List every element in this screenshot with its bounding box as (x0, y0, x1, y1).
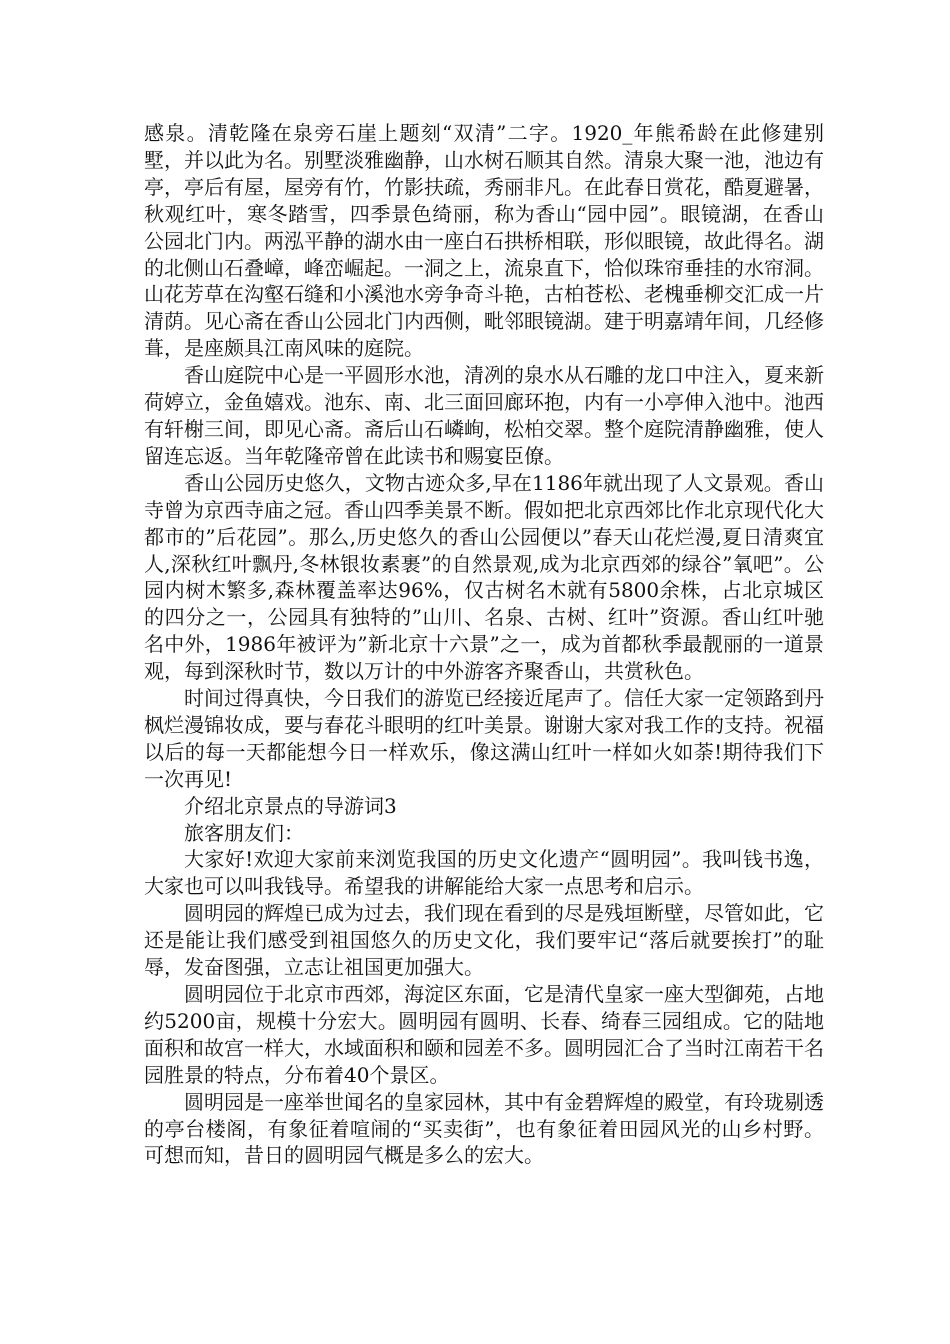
document-body (144, 120, 824, 1169)
paragraph-royal-garden: 圆明园是一座举世闻名的皇家园林，其中有金碧辉煌的殿堂，有玲珑剔透的亭台楼阁，有象征着喧闹的“买卖街”，也有象征着田园风光的山乡村野。可想而知，昔日的圆明园气概是多么的宏大。 (144, 1089, 824, 1168)
paragraph-ruins: 圆明园的辉煌已成为过去，我们现在看到的尽是残垣断壁，尽管如此，它还是能让我们感受到祖国悠久的历史文化，我们要牢记“落后就要挨打”的耻辱，发奋图强，立志让祖国更加强大。 (144, 901, 824, 980)
paragraph-shuangqing-villa: 感泉。清乾隆在泉旁石崖上题刻“双清”二字。1920_年熊希龄在此修建别墅，并以此为名。别墅淡雅幽静，山水树石顺其自然。清泉大聚一池，池边有亭，亭后有屋，屋旁有竹，竹影扶疏，秀丽非凡。在此春日赏花，酷夏避暑，秋观红叶，寒冬踏雪，四季景色绮丽，称为香山“园中园”。眼镜湖，在香山公园北门内。两泓平静的湖水由一座白石拱桥相联，形似眼镜，故此得名。湖的北侧山石叠嶂，峰峦崛起。一洞之上，流泉直下，恰似珠帘垂挂的水帘洞。山花芳草在沟壑石缝和小溪池水旁争奇斗艳，古柏苍松、老槐垂柳交汇成一片清荫。见心斋在香山公园北门内西侧，毗邻眼镜湖。建于明嘉靖年间，几经修葺，是座颇具江南风味的庭院。 (144, 121, 824, 361)
paragraph-xiangshan-history: 香山公园历史悠久，文物古迹众多,早在1186年就出现了人文景观。香山寺曾为京西寺庙之冠。香山四季美景不断。假如把北京西郊比作北京现代化大都市的”后花园”。那么,历史悠久的香山公园便以”春天山花烂漫,夏日清爽宜人,深秋红叶飘丹,冬林银妆素裹”的自然景观,成为北京西郊的绿谷”氧吧”。公园内树木繁多,森林覆盖率达96%，仅古树名木就有5800余株，占北京城区的四分之一，公园具有独特的”山川、名泉、古树、红叶”资源。香山红叶驰名中外，1986年被评为”新北京十六景”之一，成为首都秋季最靓丽的一道景观，每到深秋时节，数以万计的中外游客齐聚香山，共赏秋色。 (144, 470, 824, 684)
paragraph-welcome: 大家好!欢迎大家前来浏览我国的历史文化遗产“圆明园”。我叫钱书逸，大家也可以叫我钱导。希望我的讲解能给大家一点思考和启示。 (144, 847, 824, 899)
paragraph-courtyard: 香山庭院中心是一平圆形水池，清冽的泉水从石雕的龙口中注入，夏来新荷婷立，金鱼嬉戏。池东、南、北三面回廊环抱，内有一小亭伸入池中。池西有轩榭三间，即见心斋。斋后山石嶙峋，松柏交翠。整个庭院清静幽雅，使人留连忘返。当年乾隆帝曾在此读书和赐宴臣僚。 (144, 363, 824, 468)
section-heading: 介绍北京景点的导游词3 (184, 793, 397, 818)
paragraph-farewell: 时间过得真快，今日我们的游览已经接近尾声了。信任大家一定领路到丹枫烂漫锦妆成，要与春花斗眼明的红叶美景。谢谢大家对我工作的支持。祝福以后的每一天都能想今日一样欢乐，像这满山红叶一样如火如荼!期待我们下一次再见! (144, 686, 824, 791)
paragraph-greeting: 旅客朋友们： (184, 820, 304, 845)
paragraph-location: 圆明园位于北京市西郊，海淀区东面，它是清代皇家一座大型御苑，占地约5200亩，规模十分宏大。圆明园有圆明、长春、绮春三园组成。它的陆地面积和故宫一样大，水域面积和颐和园差不多。圆明园汇合了当时江南若干名园胜景的特点，分布着40个景区。 (144, 982, 824, 1087)
